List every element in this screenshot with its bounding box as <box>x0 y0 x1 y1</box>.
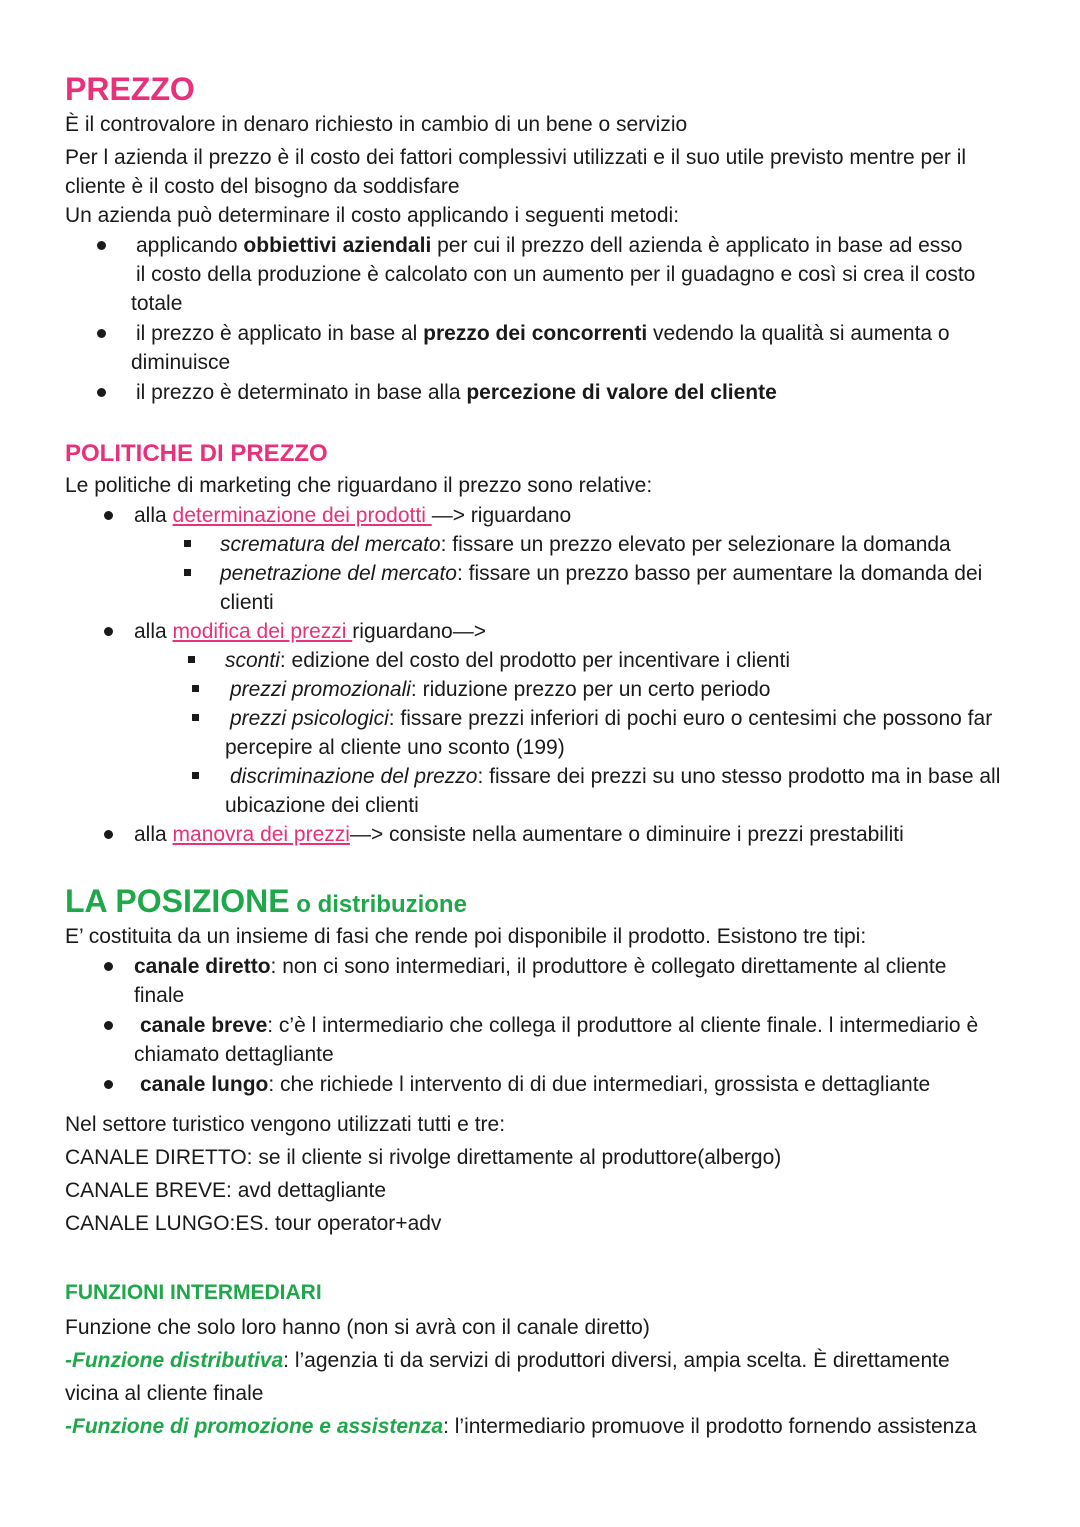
text: vedendo la qualità si aumenta o <box>647 322 950 345</box>
canale-breve <box>140 1013 978 1039</box>
bullet-icon <box>97 388 106 397</box>
text: applicando <box>136 234 244 257</box>
canale-breve-cont: chiamato dettagliante <box>134 1043 334 1066</box>
text: : l’intermediario promuove il prodotto fornendo assistenza <box>443 1415 977 1438</box>
settore-turistico-line: CANALE DIRETTO: se il cliente si rivolge direttamente al produttore(albergo) <box>65 1146 782 1169</box>
prezzo-bullet-2-cont: diminuisce <box>131 351 231 374</box>
funzione-promozione <box>65 1414 977 1440</box>
function-label: -Funzione di promozione e assistenza <box>65 1415 444 1438</box>
bold-term: canale lungo <box>140 1073 269 1096</box>
underlined-term: manovra dei prezzi <box>172 823 350 846</box>
politiche-bullet-2 <box>134 619 486 645</box>
text: : l’agenzia ti da servizi di produttori diversi, ampia scelta. È direttamente <box>283 1349 950 1372</box>
bold-term: obbiettivi aziendali <box>243 234 432 257</box>
prezzo-bullet-1 <box>136 233 962 259</box>
square-bullet-icon <box>192 772 199 779</box>
bold-term: percezione di valore del cliente <box>466 381 777 404</box>
text: : fissare un prezzo basso per aumentare la domanda dei <box>456 562 983 585</box>
prezzo-bullet-2 <box>136 321 950 347</box>
funzioni-heading: FUNZIONI INTERMEDIARI <box>65 1281 322 1304</box>
canale-lungo <box>140 1072 930 1098</box>
settore-turistico-line: CANALE LUNGO:ES. tour operator+adv <box>65 1212 442 1235</box>
politiche-sub-4 <box>230 677 770 703</box>
italic-term: prezzi promozionali <box>230 678 411 701</box>
italic-term: prezzi psicologici <box>230 707 389 730</box>
square-bullet-icon <box>184 569 191 576</box>
text: alla <box>134 620 173 643</box>
text: : c’è l intermediario che collega il produttore al cliente finale. l intermediario è <box>267 1014 979 1037</box>
text: : fissare un prezzo elevato per selezionare la domanda <box>440 533 951 556</box>
text: —> consiste nella aumentare o diminuire i prezzi prestabiliti <box>349 823 904 846</box>
text: riguardano—> <box>352 620 486 643</box>
politiche-sub-2 <box>220 561 982 587</box>
italic-term: sconti <box>225 649 280 672</box>
bullet-icon <box>104 962 113 971</box>
politiche-bullet-3 <box>134 822 904 848</box>
text: : riduzione prezzo per un certo periodo <box>410 678 771 701</box>
canale-diretto <box>134 954 946 980</box>
politiche-sub-5 <box>230 706 992 732</box>
bullet-icon <box>104 627 113 636</box>
italic-term: penetrazione del mercato <box>220 562 457 585</box>
prezzo-bullet-3 <box>136 380 777 406</box>
politiche-intro: Le politiche di marketing che riguardano il prezzo sono relative: <box>65 474 653 497</box>
politiche-sub-1 <box>220 532 951 558</box>
square-bullet-icon <box>192 685 199 692</box>
text: : che richiede l intervento di di due intermediari, grossista e dettagliante <box>268 1073 931 1096</box>
prezzo-heading: PREZZO <box>65 71 195 107</box>
politiche-sub-6-cont: ubicazione dei clienti <box>225 794 419 817</box>
politiche-sub-5-cont: percepire al cliente uno sconto (199) <box>225 736 565 759</box>
posizione-heading <box>65 882 467 924</box>
italic-term: scrematura del mercato <box>220 533 441 556</box>
bold-term: canale diretto <box>134 955 271 978</box>
bullet-icon <box>97 329 106 338</box>
settore-turistico-line: CANALE BREVE: avd dettagliante <box>65 1179 387 1202</box>
politiche-bullet-1 <box>134 503 571 529</box>
heading-main: LA POSIZIONE <box>65 883 290 919</box>
text: —> riguardano <box>431 504 572 527</box>
italic-term: discriminazione del prezzo <box>230 765 478 788</box>
politiche-sub-3 <box>225 648 790 674</box>
settore-turistico-intro: Nel settore turistico vengono utilizzati tutti e tre: <box>65 1113 506 1136</box>
bold-term: canale breve <box>140 1014 268 1037</box>
prezzo-methods-intro: Un azienda può determinare il costo applicando i seguenti metodi: <box>65 204 680 227</box>
funzione-distributiva <box>65 1348 950 1374</box>
funzione-distributiva-cont: vicina al cliente finale <box>65 1382 264 1405</box>
square-bullet-icon <box>192 714 199 721</box>
prezzo-paragraph-line: cliente è il costo del bisogno da soddisfare <box>65 175 460 198</box>
bullet-icon <box>104 1021 113 1030</box>
heading-sub: o distribuzione <box>289 891 467 918</box>
funzioni-intro: Funzione che solo loro hanno (non si avrà con il canale diretto) <box>65 1316 650 1339</box>
text: il prezzo è applicato in base al <box>136 322 424 345</box>
text: il prezzo è determinato in base alla <box>136 381 467 404</box>
bold-term: prezzo dei concorrenti <box>423 322 648 345</box>
text: alla <box>134 823 173 846</box>
square-bullet-icon <box>184 540 191 547</box>
text: per cui il prezzo dell azienda è applicato in base ad esso <box>431 234 963 257</box>
text: alla <box>134 504 173 527</box>
politiche-heading: POLITICHE DI PREZZO <box>65 440 328 467</box>
prezzo-paragraph-line: Per l azienda il prezzo è il costo dei fattori complessivi utilizzati e il suo utile previsto mentre per il <box>65 146 967 169</box>
prezzo-definition: È il controvalore in denaro richiesto in cambio di un bene o servizio <box>65 113 688 136</box>
politiche-sub-2-cont: clienti <box>220 591 274 614</box>
posizione-intro: E’ costituita da un insieme di fasi che rende poi disponibile il prodotto. Esistono tre tipi: <box>65 925 867 948</box>
bullet-icon <box>104 830 113 839</box>
politiche-sub-6 <box>230 764 1000 790</box>
square-bullet-icon <box>188 656 195 663</box>
prezzo-bullet-1-cont: il costo della produzione è calcolato con un aumento per il guadagno e così si crea il costo <box>136 263 976 286</box>
canale-diretto-cont: finale <box>134 984 185 1007</box>
underlined-term: modifica dei prezzi <box>172 620 353 643</box>
bullet-icon <box>104 511 113 520</box>
text: : fissare dei prezzi su uno stesso prodotto ma in base all <box>477 765 1001 788</box>
bullet-icon <box>97 241 106 250</box>
text: : fissare prezzi inferiori di pochi euro o centesimi che possono far <box>388 707 993 730</box>
function-label: -Funzione distributiva <box>65 1349 284 1372</box>
underlined-term: determinazione dei prodotti <box>172 504 432 527</box>
prezzo-bullet-1-cont: totale <box>131 292 183 315</box>
text: : edizione del costo del prodotto per incentivare i clienti <box>279 649 790 672</box>
bullet-icon <box>104 1080 113 1089</box>
text: : non ci sono intermediari, il produttore è collegato direttamente al cliente <box>270 955 947 978</box>
